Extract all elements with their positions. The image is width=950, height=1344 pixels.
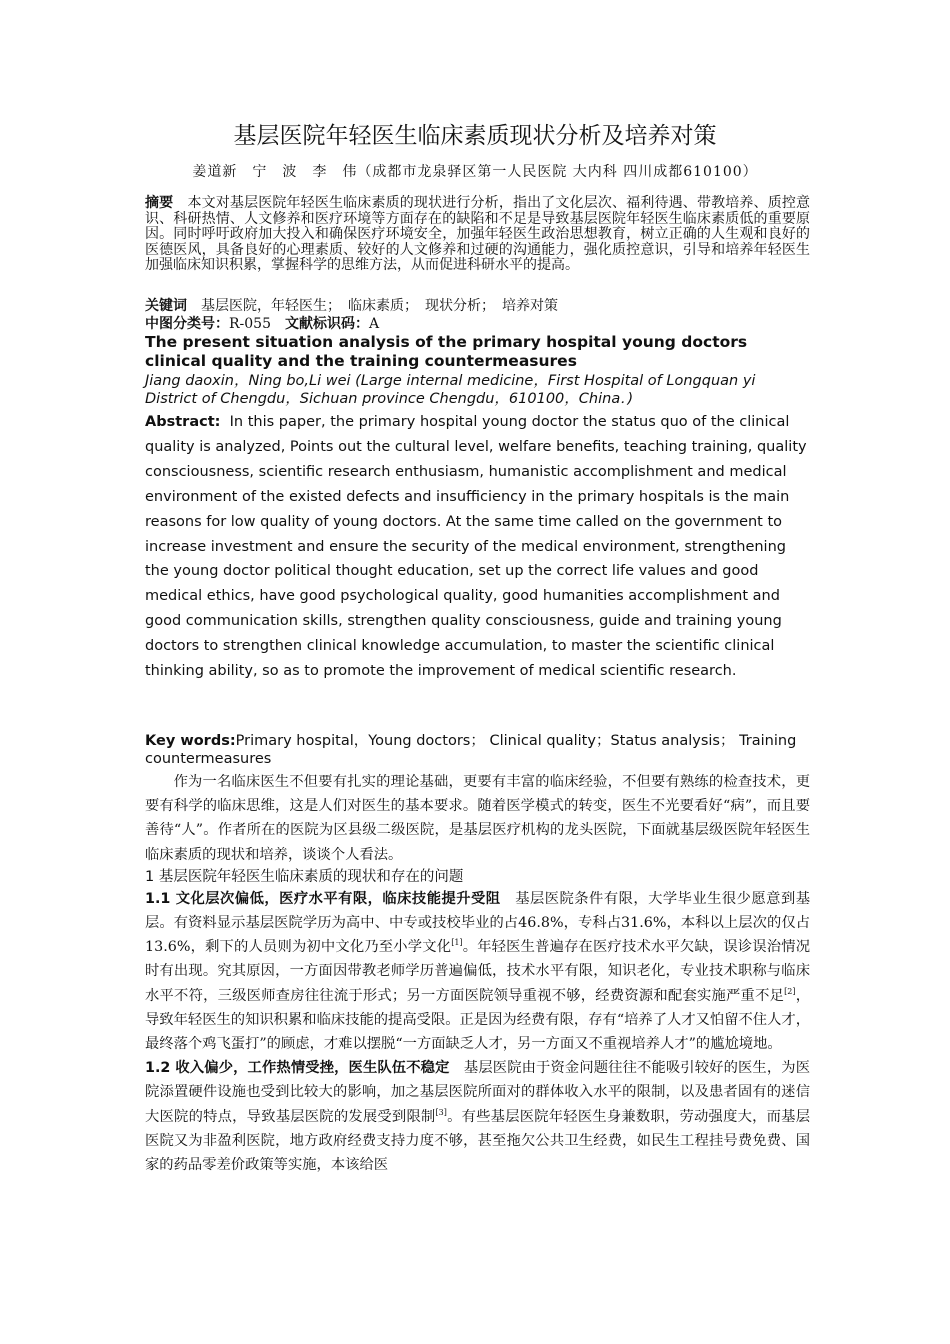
english-keywords-text: Primary hospital，Young doctors； Clinical quality；Status analysis； Training countermeasures [145, 733, 797, 767]
english-keywords-label: Key words: [145, 733, 236, 749]
keywords-label: 关键词 [145, 298, 187, 314]
chinese-keywords [145, 298, 810, 314]
english-keywords [145, 732, 810, 768]
body-text [145, 770, 810, 1177]
class-label: 中图分类号： [145, 316, 229, 332]
section-heading-1-2: 1.2 收入偏少，工作热情受挫，医生队伍不稳定 [145, 1060, 450, 1077]
section-1-2-text-b: 。有些基层医院年轻医生身兼数职，劳动强度大，而基层医院又为非盈利医院，地方政府经费支持力度不够，甚至拖欠公共卫生经费，如民生工程挂号费免费、国家的药品零差价政策等实施，本该给医 [145, 1108, 810, 1174]
english-abstract-label: Abstract: [145, 414, 221, 430]
english-abstract-text: In this paper, the primary hospital young doctor the status quo of the clinical quality is analyzed, Points out the cultural level, welfare benefits, teaching training, quality consciousness, scientific research enthusiasm, humanistic accomplishment and medical environment of the existed defects and insufficiency in the primary hospitals is the main reasons for low quality of young doctors. At the same time called on the government to increase investment and ensure the security of the medical environment, strengthening the young doctor political thought education, set up the correct life values and good medical ethics, have good psychological quality, good humanities accomplishment and good communication skills, strengthen quality consciousness, guide and training young doctors to strengthen clinical knowledge accumulation, to master the scientific clinical thinking ability, so as to promote the improvement of medical scientific research. [145, 414, 807, 680]
author-line: 姜道新 宁 波 李 伟（成都市龙泉驿区第一人民医院 大内科 四川成都610100） [192, 164, 758, 180]
section-1-2-text-a: 基层医院由于资金问题往往不能吸引较好的医生，为医院添置硬件设施也受到比较大的影响，加之基层医院所面对的群体收入水平的限制，以及患者固有的迷信大医院的特点，导致基层医院的发展受到限制 [145, 1060, 810, 1125]
chinese-abstract [145, 196, 810, 274]
classification-line [145, 316, 810, 332]
citation-1[interactable]: [1] [451, 938, 463, 948]
section-1-1-text-c: ，导致年轻医生的知识积累和临床技能的提高受限。正是因为经费有限，存有“培养了人才又怕留不住人才，最终落个鸡飞蛋打”的顾虑，才难以摆脱“一方面缺乏人才，另一方面又不重视培养人才”的尴尬境地。 [145, 987, 811, 1053]
section-heading-1-1: 1.1 文化层次偏低，医疗水平有限，临床技能提升受阻 [145, 890, 501, 907]
doc-code-label: 文献标识码： [285, 316, 369, 332]
section-heading-1: 1 基层医院年轻医生临床素质的现状和存在的问题 [145, 868, 464, 885]
section-1-1-paragraph [145, 887, 810, 1056]
citation-3[interactable]: [3] [435, 1107, 447, 1117]
citation-2[interactable]: [2] [784, 986, 796, 996]
english-abstract [145, 410, 810, 684]
keywords-text: 基层医院，年轻医生； 临床素质； 现状分析； 培养对策 [201, 298, 558, 314]
section-1-2-paragraph [145, 1056, 810, 1177]
english-authors: Jiang daoxin，Ning bo,Li wei (Large internal medicine，First Hospital of Longquan yi District of Chengdu，Sichuan province Chengdu，610100，China．) [145, 373, 756, 407]
english-title: The present situation analysis of the primary hospital young doctors clinical quality and the training countermeasures [145, 333, 748, 370]
class-value: R-055 [229, 316, 271, 332]
section-1-1-text-a: 基层医院条件有限，大学毕业生很少愿意到基层。有资料显示基层医院学历为高中、中专或技校毕业的占46.8%，专科占31.6%，本科以上层次的仅占13.6%，剩下的人员则为初中文化乃至小学文化 [145, 890, 810, 956]
abstract-text: 本文对基层医院年轻医生临床素质的现状进行分析，指出了文化层次、福利待遇、带教培养、质控意识、科研热情、人文修养和医疗环境等方面存在的缺陷和不足是导致基层医院年轻医生临床素质低的重要原因。同时呼吁政府加大投入和确保医疗环境安全，加强年轻医生政治思想教育，树立正确的人生观和良好的医德医风，具备良好的心理素质、较好的人文修养和过硬的沟通能力，强化质控意识，引导和培养年轻医生加强临床知识积累，掌握科学的思维方法，从而促进科研水平的提高。 [145, 195, 811, 273]
paper-title: 基层医院年轻医生临床素质现状分析及培养对策 [233, 123, 717, 149]
section-1-1-text-b: 。年轻医生普遍存在医疗技术水平欠缺，误诊误治情况时有出现。究其原因，一方面因带教老师学历普遍偏低，技术水平有限，知识老化，专业技术职称与临床水平不符，三级医师查房往往流于形式；另一方面医院领导重视不够，经费资源和配套实施严重不足 [145, 939, 811, 1004]
doc-code-value: A [369, 316, 380, 332]
intro-paragraph: 作为一名临床医生不但要有扎实的理论基础，更要有丰富的临床经验，不但要有熟练的检查技术，更要有科学的临床思维，这是人们对医生的基本要求。随着医学模式的转变，医生不光要看好“病”，而且要善待“人”。作者所在的医院为区县级二级医院，是基层医疗机构的龙头医院，下面就基层级医院年轻医生临床素质的现状和培养，谈谈个人看法。 [145, 774, 810, 863]
abstract-label: 摘要 [145, 195, 174, 211]
